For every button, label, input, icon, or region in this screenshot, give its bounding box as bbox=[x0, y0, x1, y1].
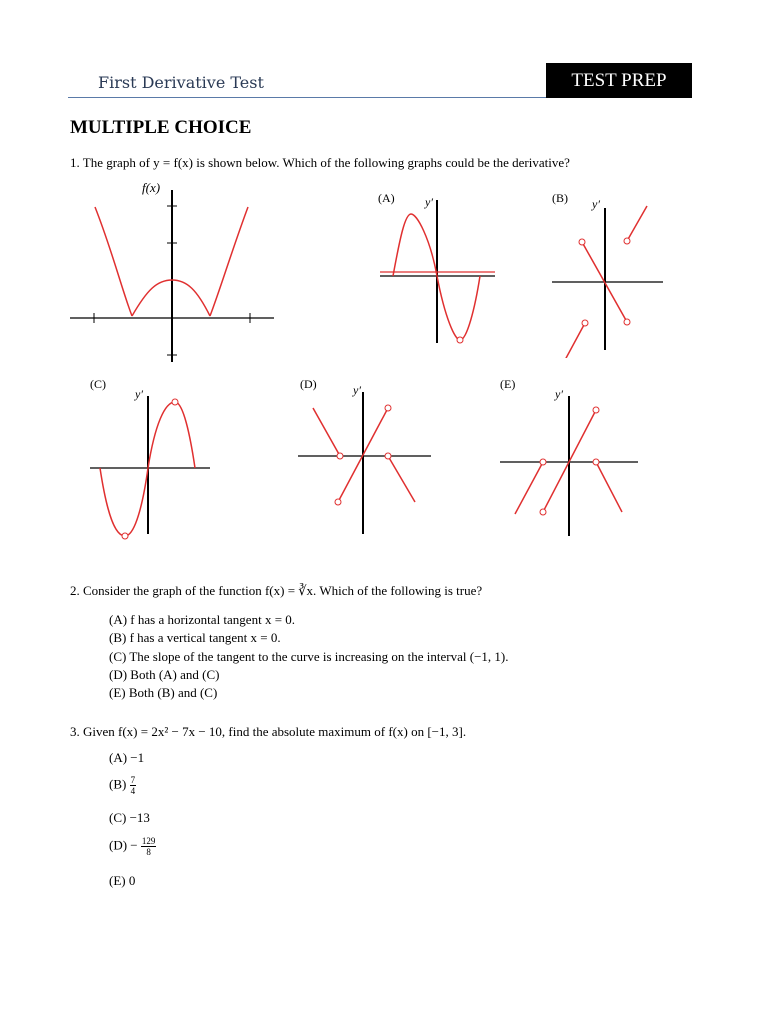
q3-option-d-prefix: (D) − bbox=[109, 837, 138, 853]
curve-b-right bbox=[627, 206, 647, 241]
q2-option-e[interactable]: (E) Both (B) and (C) bbox=[109, 685, 218, 700]
q2-option-c[interactable]: (C) The slope of the tangent to the curve is increasing on the interval (−1, 1). bbox=[109, 649, 509, 664]
graph-main-fx bbox=[62, 180, 282, 370]
curve-right bbox=[210, 207, 248, 316]
graph-a bbox=[375, 188, 505, 348]
q3-option-c[interactable]: (C) −13 bbox=[109, 810, 150, 825]
q3-option-b[interactable] bbox=[109, 775, 136, 796]
q3-option-b-prefix: (B) bbox=[109, 776, 127, 792]
curve-d-left bbox=[313, 408, 340, 456]
graph-b bbox=[547, 188, 667, 358]
graph-b-label: (B) bbox=[552, 191, 568, 205]
open-point bbox=[122, 533, 128, 539]
graph-main-label: f(x) bbox=[142, 180, 161, 195]
curve-left bbox=[95, 207, 132, 316]
graph-a-axis-label: y′ bbox=[425, 195, 433, 209]
q2-option-b[interactable]: (B) f has a vertical tangent x = 0. bbox=[109, 630, 281, 645]
question-2-text: 2. Consider the graph of the function f(x) = ∛x. Which of the following is true? bbox=[70, 583, 483, 598]
fraction-denominator: 4 bbox=[130, 786, 136, 796]
graph-d bbox=[295, 374, 435, 542]
open-point bbox=[579, 239, 585, 245]
q2-option-d[interactable]: (D) Both (A) and (C) bbox=[109, 667, 220, 682]
graph-e-label: (E) bbox=[500, 377, 516, 391]
fraction-denominator: 8 bbox=[146, 847, 151, 857]
fraction bbox=[130, 775, 137, 796]
open-point bbox=[624, 319, 630, 325]
open-point bbox=[540, 509, 546, 515]
open-point bbox=[593, 407, 599, 413]
graph-e-axis-label: y′ bbox=[555, 387, 563, 401]
open-point bbox=[624, 238, 630, 244]
curve-d-right bbox=[388, 456, 415, 502]
open-point bbox=[582, 320, 588, 326]
open-point bbox=[457, 337, 463, 343]
page-header-title: First Derivative Test bbox=[98, 73, 264, 92]
graph-d-axis-label: y′ bbox=[353, 383, 361, 397]
test-prep-badge: TEST PREP bbox=[546, 63, 692, 98]
graph-c-axis-label: y′ bbox=[135, 387, 143, 401]
graph-a-label: (A) bbox=[378, 191, 395, 205]
graph-d-label: (D) bbox=[300, 377, 317, 391]
open-point bbox=[593, 459, 599, 465]
curve-e-left bbox=[515, 462, 543, 514]
open-point bbox=[337, 453, 343, 459]
q3-option-e[interactable]: (E) 0 bbox=[109, 873, 136, 888]
curve-b-left bbox=[565, 323, 585, 358]
q3-option-a[interactable]: (A) −1 bbox=[109, 750, 145, 765]
open-point bbox=[385, 453, 391, 459]
q2-option-a[interactable]: (A) f has a horizontal tangent x = 0. bbox=[109, 612, 296, 627]
fraction-numerator: 129 bbox=[141, 836, 156, 846]
fraction-numerator: 7 bbox=[130, 775, 136, 785]
open-point bbox=[172, 399, 178, 405]
question-3-text: 3. Given f(x) = 2x² − 7x − 10, find the absolute maximum of f(x) on [−1, 3]. bbox=[70, 724, 467, 739]
q3-option-d[interactable] bbox=[109, 836, 156, 857]
question-1-text: 1. The graph of y = f(x) is shown below. Which of the following graphs could be the derivative? bbox=[70, 155, 570, 170]
section-title: MULTIPLE CHOICE bbox=[70, 117, 252, 138]
open-point bbox=[335, 499, 341, 505]
graph-b-axis-label: y′ bbox=[592, 197, 600, 211]
curve-e-right bbox=[596, 462, 622, 512]
graph-e bbox=[497, 374, 642, 542]
open-point bbox=[540, 459, 546, 465]
fraction bbox=[141, 836, 157, 857]
graph-c bbox=[85, 374, 215, 542]
open-point bbox=[385, 405, 391, 411]
graph-c-label: (C) bbox=[90, 377, 106, 391]
